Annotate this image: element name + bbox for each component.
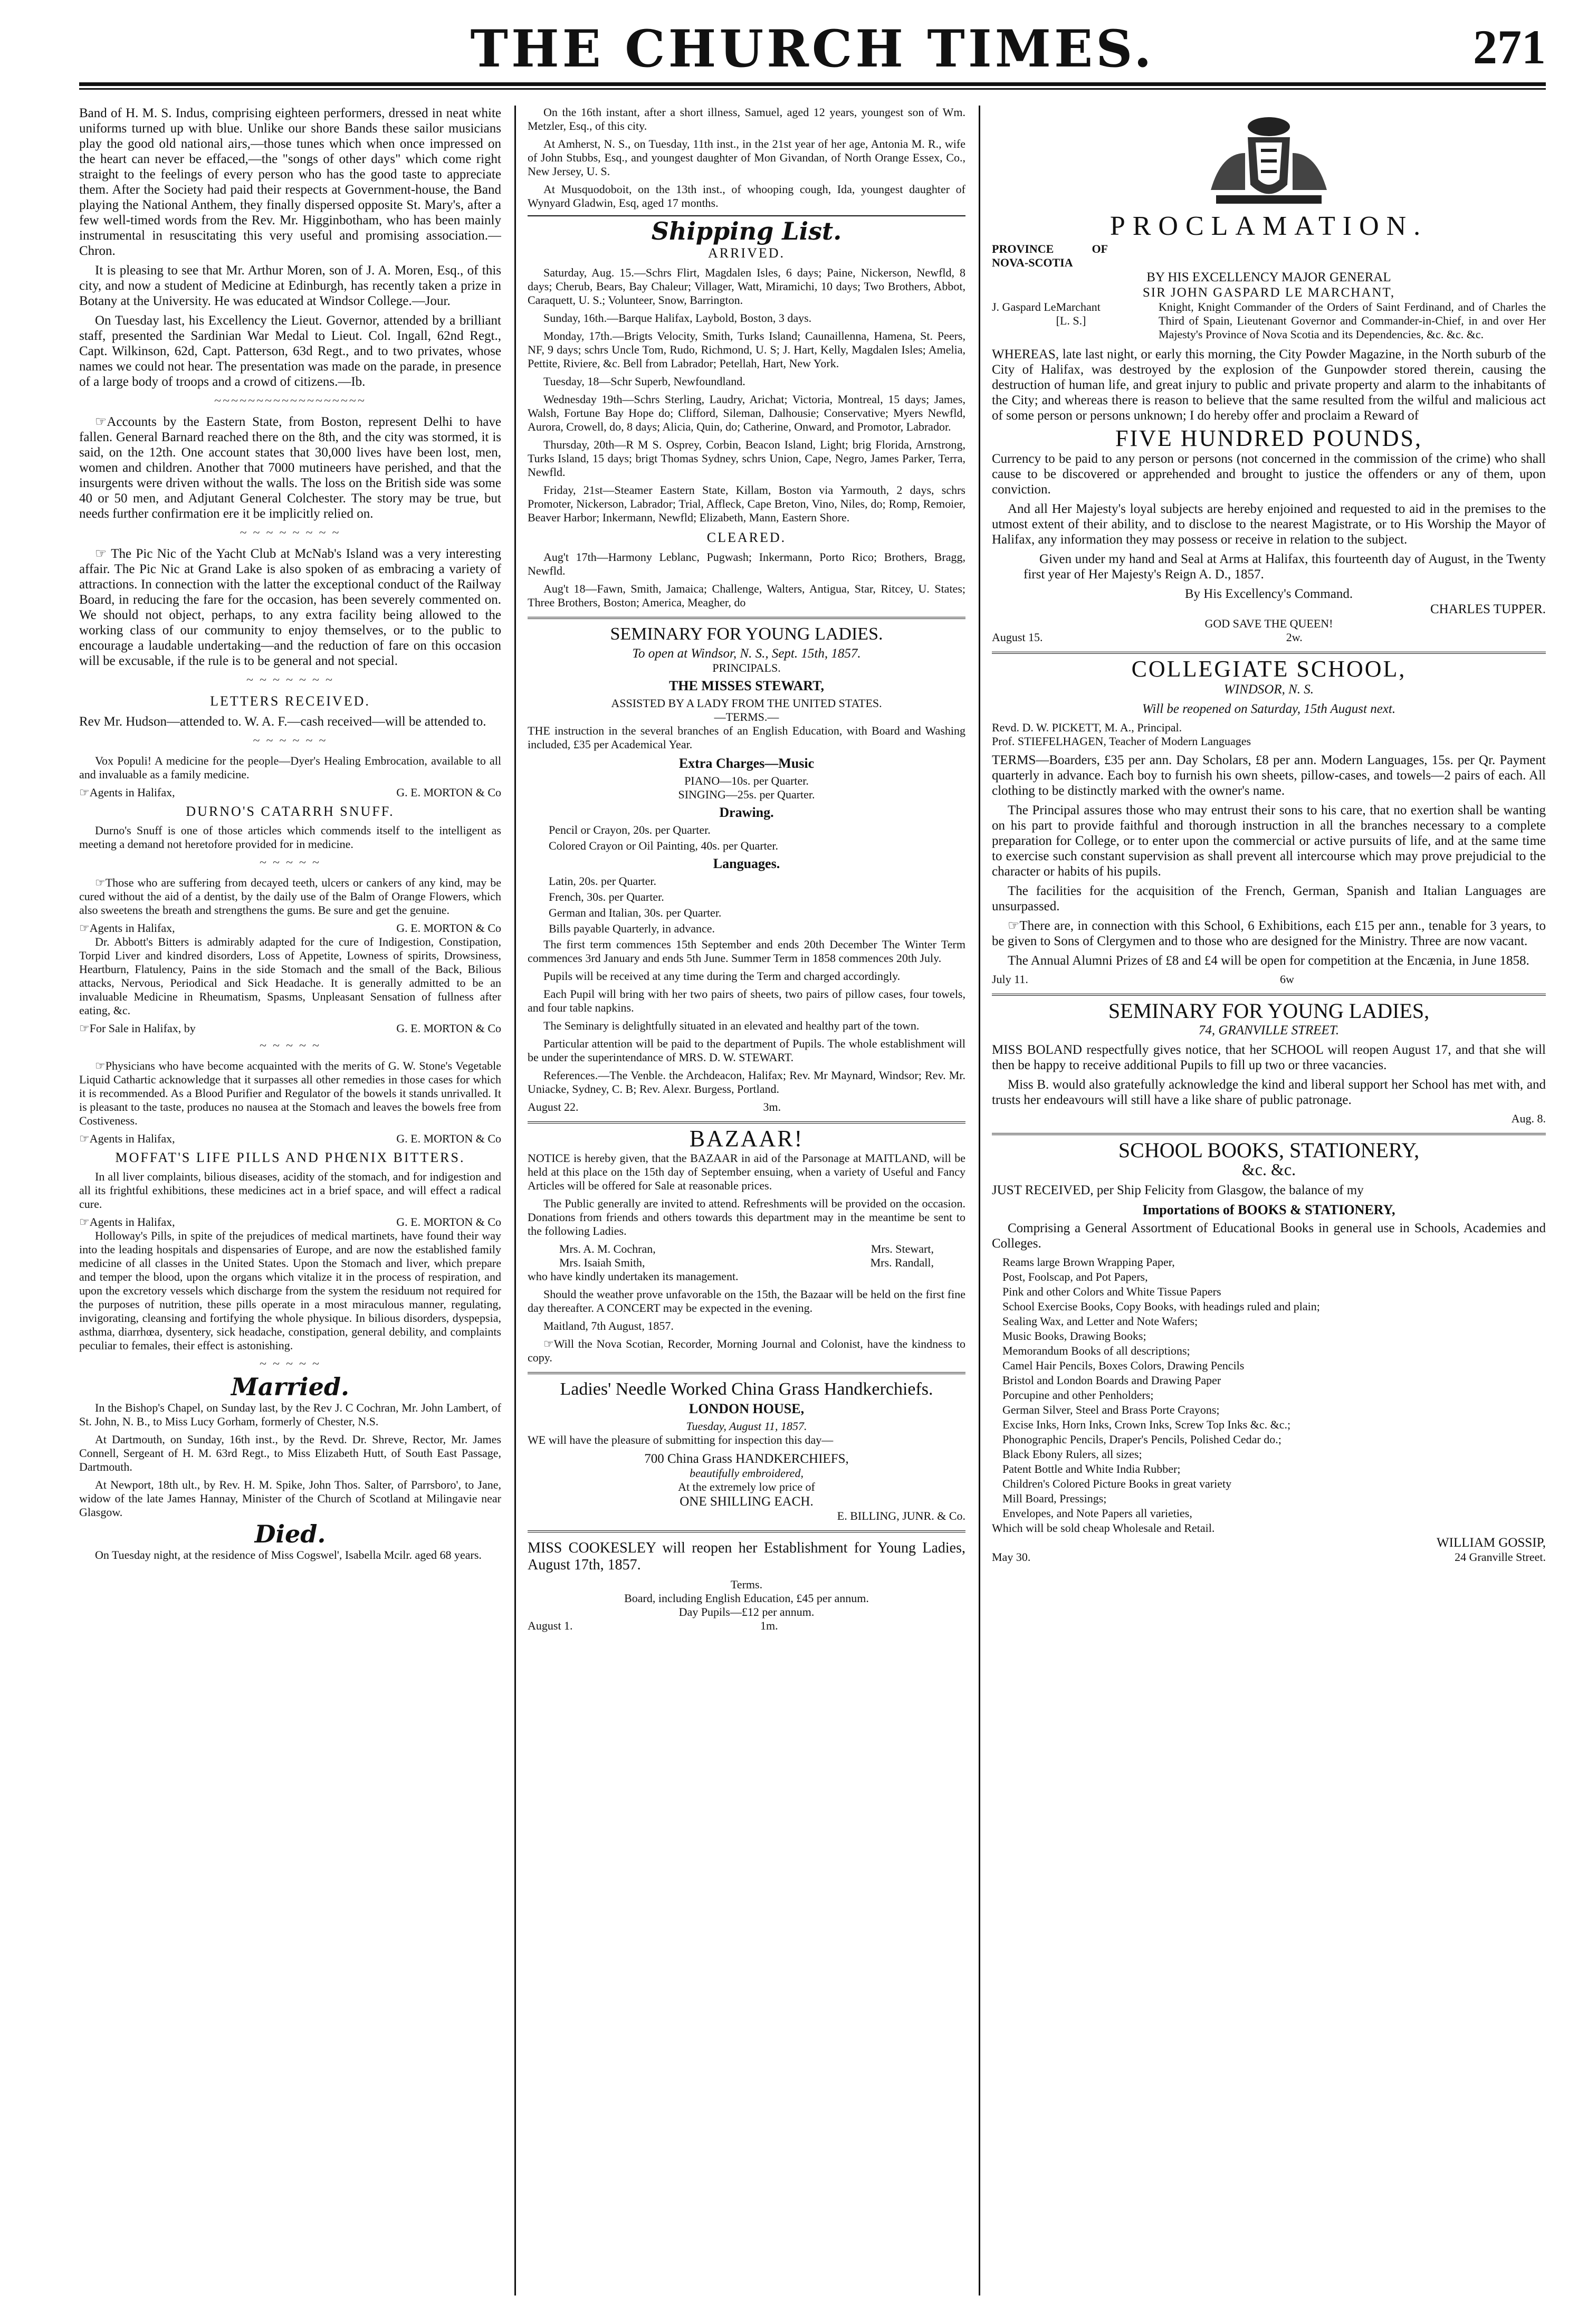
terms-text: THE instruction in the several branches of an English Education, with Board and Washing included, £35 per Academical Year. <box>528 724 965 751</box>
died-heading: Died. <box>254 1520 326 1548</box>
paragraph-medal: On Tuesday last, his Excellency the Lieut. Governor, attended by a brilliant staff, presented the Sardinian War Medal to Lieut. Col. Ingall, 62nd Regt., Capt. Wilkinson, 62d, Capt. Patterson, 63d Regt., and to two privates, whose names we could not hear. The presentation was made on the parade, in presence of a large body of troops and a crowd of citizens.—Ib. <box>79 313 501 389</box>
durno-heading: DURNO'S CATARRH SNUFF. <box>186 804 395 819</box>
seminary-subtitle: To open at Windsor, N. S., Sept. 15th, 1857. <box>632 646 861 661</box>
column-divider-1 <box>514 106 516 2296</box>
letters-text: Rev Mr. Hudson—attended to. W. A. F.—cash received—will be attended to. <box>79 715 486 729</box>
cookesley-text: MISS COOKESLEY will reopen her Establishment for Young Ladies, August 17th, 1857. <box>528 1540 965 1573</box>
agents-row <box>79 1132 501 1146</box>
lady-name: Mrs. Randall, <box>870 1256 934 1269</box>
given-under-text: Given under my hand and Seal at Arms at Halifax, this fourteenth day of August, in the Twenty first year of Her Majesty's Reign A. D., 1857. <box>1024 552 1546 582</box>
boland-date: Aug. 8. <box>1511 1112 1546 1125</box>
list-item: Mill Board, Pressings; <box>1002 1492 1107 1505</box>
just-received-text: JUST RECEIVED, per Ship Felicity from Glasgow, the balance of my <box>992 1183 1364 1197</box>
proclamation-date: August 15. <box>992 631 1043 644</box>
moffat-heading: MOFFAT'S LIFE PILLS AND PHŒNIX BITTERS. <box>115 1150 465 1165</box>
gossip-address: 24 Granville Street. <box>1455 1550 1546 1564</box>
principals-label: PRINCIPALS. <box>712 661 781 674</box>
seminary-title: SEMINARY FOR YOUNG LADIES. <box>610 624 883 644</box>
embroidered-line: beautifully embroidered, <box>690 1466 804 1480</box>
agents-name: G. E. MORTON & Co <box>396 1132 501 1145</box>
arrived-entry: Monday, 17th.—Brigts Velocity, Smith, Turks Island; Caunaillenna, Hamena, St. Peers, NF, 9 days; schrs Uncle Tom, Rudo, Richmond, U. S; J. Hart, Kelly, Magdalen Isles; Amelia, Pettite, Riviere, &c. Bell from Labrador; Petellah, Hart, New York. <box>528 329 965 370</box>
price-line: ONE SHILLING EACH. <box>680 1494 814 1509</box>
separator: ~~~~~~~~~~~~~~~~~~ <box>214 394 366 408</box>
reward-amount: FIVE HUNDRED POUNDS, <box>1115 425 1422 451</box>
list-item: Bristol and London Boards and Drawing Paper <box>1002 1374 1221 1387</box>
singing-fee: SINGING—25s. per Quarter. <box>678 788 815 801</box>
by-command: By His Excellency's Command. <box>1184 587 1353 601</box>
needle-title: Ladies' Needle Worked China Grass Handkerchiefs. <box>560 1379 933 1399</box>
first-term-text: The first term commences 15th September and ends 20th December The Winter Term commences 3rd January and ends 5th June. Summer Term in 1858 commences 20th July. <box>528 938 965 965</box>
for-sale-row <box>79 1022 501 1035</box>
seal-name: J. Gaspard LeMarchant <box>992 300 1101 313</box>
paragraph-picnic: ☞ The Pic Nic of the Yacht Club at McNab's Island was a very interesting affair. The Pic Nic at Grand Lake is also spoken of as embracing a variety of attractions. In connection with the latter the exceptional conduct of the Railway Board, in reducing the fare for the occasion, has been severely commented on. We should not object, perhaps, to any extra facility being allowed to the working class of our community to enjoy themselves, or to the public to encourage a laudable undertaking—and the reduction of fare on this occasion will be excusable, if the rule is to be general and not special. <box>79 547 501 668</box>
principal-line: Revd. D. W. PICKETT, M. A., Principal. <box>992 721 1182 734</box>
list-item: Envelopes, and Note Papers all varieties, <box>1002 1507 1192 1520</box>
latin-fee: Latin, 20s. per Quarter. <box>549 874 657 888</box>
cookesley-date: August 1. <box>528 1619 573 1632</box>
rule <box>528 1530 965 1532</box>
collegiate-date-row <box>992 973 1546 986</box>
separator: ~ ~ ~ ~ ~ <box>260 856 321 870</box>
german-fee: German and Italian, 30s. per Quarter. <box>549 906 722 919</box>
separator: ~ ~ ~ ~ ~ <box>260 1039 321 1053</box>
pupils-received-text: Pupils will be received at any time during the Term and charged accordingly. <box>543 969 901 983</box>
married-entry: At Newport, 18th ult., by Rev. H. M. Spike, John Thos. Salter, of Parrsboro', to Jane, widow of the late James Hannay, Minister of the Church of Scotland at Milingavie near Glasgow. <box>79 1478 501 1519</box>
rule <box>528 617 965 619</box>
proclamation-date-row <box>992 631 1546 644</box>
god-save-line: GOD SAVE THE QUEEN! <box>1204 617 1333 630</box>
books-etc: &c. &c. <box>1241 1160 1296 1179</box>
we-will-text: WE will have the pleasure of submitting for inspection this day— <box>528 1433 834 1446</box>
rule <box>528 215 965 216</box>
colored-fee: Colored Crayon or Oil Painting, 40s. per Quarter. <box>549 839 779 852</box>
cookesley-date-row <box>528 1619 965 1633</box>
agents-row <box>79 1215 501 1229</box>
agents-line: ☞Agents in Halifax, <box>79 1132 175 1145</box>
stationery-list <box>992 1255 1546 1520</box>
bazaar-place-date: Maitland, 7th August, 1857. <box>543 1319 674 1332</box>
paragraph-delhi: ☞Accounts by the Eastern State, from Boston, represent Delhi to have fallen. General Barnard reached there on the 8th, and the city was stormed, it is said, on the 12th. One account states that 30,000 lives have been lost, men, women and children. Another that 7000 mutineers have perished, and that the insurgents were driven without the walls. The loss on the British side was some 40 or 50 men, and Adjutant General Colchester. The story may be true, but needs further confirmation ere it be implicitly relied on. <box>79 415 501 521</box>
gossip-signature: WILLIAM GOSSIP, <box>1437 1536 1546 1550</box>
collegiate-duration: 6w <box>1279 973 1294 986</box>
seal-ls: [L. S.] <box>1056 314 1086 327</box>
list-item: Sealing Wax, and Letter and Note Wafers; <box>1002 1315 1198 1328</box>
newspaper-title: THE CHURCH TIMES. <box>470 19 1155 79</box>
boland-text: MISS BOLAND respectfully gives notice, that her SCHOOL will reopen August 17, and that she will then be happy to receive additional Pupils to fill up two or three vacancies. <box>992 1043 1546 1072</box>
separator: ~ ~ ~ ~ ~ ~ <box>253 734 328 748</box>
seminary-date: August 22. <box>528 1100 579 1113</box>
by-his-excellency: BY HIS EXCELLENCY MAJOR GENERAL <box>1146 270 1391 284</box>
arrived-entry: Wednesday 19th—Schrs Sterling, Laudry, Arichat; Victoria, Montreal, 15 days; James, Walsh, Fortune Bay Hope do; Clifford, Sileman, Dalhousie; Conservative; Myers Newfld, Aurora, Crowell, do, 8 days; Alicia, Quin, do; Catherine, Onward, and Promotor, Labrador. <box>528 393 965 433</box>
list-item: Reams large Brown Wrapping Paper, <box>1002 1255 1175 1269</box>
shipping-heading: Shipping List. <box>651 217 842 245</box>
page-number: 271 <box>1473 20 1546 74</box>
drawing-label: Drawing. <box>719 805 774 820</box>
list-item: Children's Colored Picture Books in great variety <box>1002 1477 1232 1490</box>
collegiate-title: COLLEGIATE SCHOOL, <box>1131 656 1407 682</box>
proclamation-title: PROCLAMATION. <box>1110 211 1428 241</box>
billing-signature: E. BILLING, JUNR. & Co. <box>837 1509 965 1522</box>
list-item: Pink and other Colors and White Tissue Papers <box>1002 1285 1221 1298</box>
arrived-entry: Thursday, 20th—R M S. Osprey, Corbin, Beacon Island, Light; brig Florida, Arnstrong, Turks Island, 15 days; brigt Thomas Sydney, schrs Union, Cape, Negro, James Parker, Terra, Newfld. <box>528 438 965 479</box>
holloway-text: Holloway's Pills, in spite of the prejudices of medical martinets, have found their way into the leading hospitals and dispensaries of Europe, and are now the established family medicine of all classes in the United States. Upon the Stomach and liver, which prepare and temper the blood, upon the organs which vitalize it in the process of respiration, and upon the excretory vessels which discharge from the system the residuum not required for the purposes of nutrition, these pills operate in a most miraculous manner, regulating, invigorating, cleansing and fortifying the whole physique. In bilious disorders, dyspepsia, asthma, diarrhœa, dysentery, sick headache, constipation, general debility, and complaints peculiar to females, their effect is astonishing. <box>79 1229 501 1352</box>
list-item: German Silver, Steel and Brass Porte Crayons; <box>1002 1403 1220 1416</box>
death-entry: On the 16th instant, after a short illness, Samuel, aged 12 years, youngest son of Wm. Metzler, Esq., of this city. <box>528 106 965 132</box>
column-3 <box>992 106 1546 2306</box>
bazaar-text: NOTICE is hereby given, that the BAZAAR in aid of the Parsonage at MAITLAND, will be held at this place on the 15th day of September ensuing, when a variety of Useful and Fancy Articles will be offered for Sale at reasonable prices. <box>528 1151 965 1192</box>
french-fee: French, 30s. per Quarter. <box>549 890 664 903</box>
masthead <box>79 19 1546 93</box>
list-item: Black Ebony Rulers, all sizes; <box>1002 1447 1142 1461</box>
governor-titles: Knight, Knight Commander of the Orders of Saint Ferdinand, and of Charles the Third of Spain, Lieutenant Governor and Commander-in-Chief, in and over Her Majesty's Province of Nova Scotia and its Dependencies, &c. &c. &c. <box>1159 300 1546 341</box>
column-1 <box>79 106 501 2306</box>
agents-row <box>79 921 501 935</box>
collegiate-place: WINDSOR, N. S. <box>1223 682 1314 697</box>
arrived-entry: Friday, 21st—Steamer Eastern State, Killam, Boston via Yarmouth, 2 days, schrs Promoter, Nickerson, Labrador; Trial, Affleck, Cape Breton, Vino, Niles, do; Romp, Remoier, Beaver Harbor; Inkermann, Newfld; Elizabeth, Mann, Eastern Shore. <box>528 483 965 524</box>
cleared-entry: Aug't 18—Fawn, Smith, Jamaica; Challenge, Walters, Antigua, Star, Ritcey, U. States; Three Brothers, Boston; America, Meagher, do <box>528 582 965 609</box>
list-item: Camel Hair Pencils, Boxes Colors, Drawing Pencils <box>1002 1359 1245 1372</box>
extra-charges-label: Extra Charges—Music <box>678 756 815 771</box>
separator: ~ ~ ~ ~ ~ ~ ~ <box>246 673 334 687</box>
durno-text: Durno's Snuff is one of those articles which commends itself to the intelligent as meeting a demand not heretofore provided for in medicine. <box>79 824 501 851</box>
coat-of-arms <box>992 111 1546 211</box>
rule <box>528 1121 965 1123</box>
vox-populi: Vox Populi! A medicine for the people—Dyer's Healing Embrocation, available to all and invaluable as a family medicine. <box>79 754 501 781</box>
married-entry: In the Bishop's Chapel, on Sunday last, by the Rev J. C Cochran, Mr. John Lambert, of St. John, N. B., to Miss Lucy Gorham, formerly of Chester, N.S. <box>79 1401 501 1428</box>
list-item: Excise Inks, Horn Inks, Crown Inks, Screw Top Inks &c. &c.; <box>1002 1418 1291 1431</box>
agents-line: ☞Agents in Halifax, <box>79 921 175 935</box>
gossip-date: May 30. <box>992 1550 1031 1564</box>
list-item: School Exercise Books, Copy Books, with headings ruled and plain; <box>1002 1300 1320 1313</box>
pencil-fee: Pencil or Crayon, 20s. per Quarter. <box>549 823 711 836</box>
list-item: Phonographic Pencils, Draper's Pencils, Polished Cedar do.; <box>1002 1433 1281 1446</box>
cleared-heading: CLEARED. <box>706 530 787 545</box>
married-heading: Married. <box>231 1373 350 1401</box>
letters-heading: LETTERS RECEIVED. <box>210 693 370 709</box>
death-entry: At Musquodoboit, on the 13th inst., of whooping cough, Ida, youngest daughter of Wynyard Gladwin, Esq, aged 17 months. <box>528 183 965 209</box>
abbott-text: Dr. Abbott's Bitters is admirably adapted for the cure of Indigestion, Constipation, Torpid Liver and kindred disorders, Loss of Appetite, Lowness of spirits, Drowsiness, Heartburn, Flatulency, Pains in the side Stomach and the small of the Back, Bilious attacks, Nervous, Periodical and Sick Headache. It is generally admitted to be an invaluable Medicine in Rheumatism, Spasms, Unpleasant Sensation of fullness after eating, &c. <box>79 935 501 1017</box>
bazaar-weather-text: Should the weather prove unfavorable on the 15th, the Bazaar will be held on the first fine day thereafter. A CONCERT may be expected in the evening. <box>528 1288 965 1315</box>
seminary-duration: 3m. <box>763 1100 781 1113</box>
london-date: Tuesday, August 11, 1857. <box>686 1420 807 1433</box>
arrived-entry: Sunday, 16th.—Barque Halifax, Laybold, Boston, 3 days. <box>543 311 812 325</box>
seminary-date-row <box>528 1100 965 1114</box>
books-title: SCHOOL BOOKS, STATIONERY, <box>1118 1138 1420 1162</box>
boland-gratefully-text: Miss B. would also gratefully acknowledge the kind and liberal support her School has met with, and trusts her endeavours will still have a like share of public patronage. <box>992 1078 1546 1107</box>
ladies-row <box>528 1256 965 1270</box>
agents-line: ☞Agents in Halifax, <box>79 1215 175 1228</box>
list-item: Porcupine and other Penholders; <box>1002 1388 1154 1402</box>
terms-label: —TERMS.— <box>714 710 779 723</box>
arrived-entry: Tuesday, 18—Schr Superb, Newfoundland. <box>543 375 745 388</box>
handkerchiefs-line: 700 China Grass HANDKERCHIEFS, <box>644 1452 849 1466</box>
lady-name: Mrs. Stewart, <box>871 1242 934 1255</box>
physicians-text: ☞Physicians who have become acquainted with the merits of G. W. Stone's Vegetable Liquid Cathartic acknowledge that it surpasses all other remedies in those cases for which it is recommended. As a Blood Purifier and Regulator of the bowels it stands unrivalled. It is pleasant to the taste, produces no nausea at the Stomach and leaves the bowels free from Costiveness. <box>79 1059 501 1127</box>
assisted-by: ASSISTED BY A LADY FROM THE UNITED STATES. <box>611 697 882 710</box>
price-intro: At the extremely low price of <box>678 1480 815 1493</box>
column-2 <box>528 106 965 2306</box>
royal-crest-icon <box>1200 111 1337 211</box>
separator: ~ ~ ~ ~ ~ ~ ~ ~ <box>240 526 341 540</box>
seminary2-title: SEMINARY FOR YOUNG LADIES, <box>1108 999 1430 1023</box>
teacher-line: Prof. STIEFELHAGEN, Teacher of Modern Languages <box>992 735 1251 748</box>
importations-line: Importations of BOOKS & STATIONERY, <box>1142 1202 1395 1217</box>
separator: ~ ~ ~ ~ ~ <box>260 1357 321 1371</box>
reopened-line: Will be reopened on Saturday, 15th August next. <box>1142 702 1396 716</box>
teeth-text: ☞Those who are suffering from decayed teeth, ulcers or cankers of any kind, may be cured without the aid of a dentist, by the daily use of the Balm of Orange Flowers, which also sweetens the breath and strengthens the gums. Be sure and get the genuine. <box>79 876 501 917</box>
paragraph-moren: It is pleasing to see that Mr. Arthur Moren, son of J. A. Moren, Esq., of this city, and now a student of Medicine at Edinburgh, has recently taken a prize in Botany at the University. He was educated at Windsor College.—Jour. <box>79 263 501 308</box>
died-entry: On Tuesday night, at the residence of Miss Cogswel', Isabella Mcilr. aged 68 years. <box>95 1548 482 1561</box>
proclamation-duration: 2w. <box>1286 631 1303 644</box>
references-text: References.—The Venble. the Archdeacon, Halifax; Rev. Mr Maynard, Windsor; Rev. Mr. Uniacke, Sydney, C. B; Rev. Alexr. Burgess, Portland. <box>528 1069 965 1096</box>
rule <box>528 1372 965 1374</box>
moffat-text: In all liver complaints, bilious diseases, acidity of the stomach, and for indigestion and all its frightful exhibitions, these medicines act in a brief space, and will effect a radical cure. <box>79 1170 501 1211</box>
death-entry: At Amherst, N. S., on Tuesday, 11th inst., in the 21st year of her age, Antonia M. R., wife of John Stubbs, Esq., and youngest daughter of Mon Givandan, of North Orange Essex, Co., New Jersey, U. S. <box>528 137 965 178</box>
collegiate-terms: TERMS—Boarders, £35 per ann. Day Scholars, £8 per ann. Modern Languages, 15s. per Qr. Payment quarterly in advance. Each boy to furnish his own sheets, pillow-cases, and towels—2 pairs of each. All clothing to be distinctly marked with the owner's name. <box>992 753 1546 798</box>
wholesale-line: Which will be sold cheap Wholesale and Retail. <box>992 1521 1215 1535</box>
agents-name: G. E. MORTON & Co <box>396 786 501 799</box>
cleared-entry: Aug't 17th—Harmony Leblanc, Pugwash; Inkermann, Porto Rico; Brothers, Bragg, Newfld. <box>528 550 965 577</box>
arrived-entry: Saturday, Aug. 15.—Schrs Flirt, Magdalen Isles, 6 days; Paine, Nickerson, Newfld, 8 days; Cherub, Bears, Bay Chaleur; Villager, Watt, Miramichi, 10 days; Two Brothers, Abbot, Caraquett, U. S.; Volunteer, Snow, Barrington. <box>528 266 965 307</box>
arrived-heading: ARRIVED. <box>707 245 786 261</box>
seminary2-address: 74, GRANVILLE STREET. <box>1198 1023 1340 1037</box>
rule <box>992 1133 1546 1135</box>
agents-row <box>79 786 501 799</box>
particular-attention-text: Particular attention will be paid to the department of Pupils. The whole establishment will be under the superintendance of MRS. D. W. STEWART. <box>528 1037 965 1064</box>
list-item: Post, Foolscap, and Pot Papers, <box>1002 1270 1148 1283</box>
proclamation-header-block <box>992 300 1546 341</box>
principal-assures-text: The Principal assures those who may entrust their sons to his care, that no exertion shall be wanting on his part to provide faithful and thorough instruction in all the branches necessary to a complete preparation for College, or to enter upon the commercial or active pursuits of life, and at the same time to exercise such constant supervision as shall prevent all intercourse which may prove prejudicial to the character or habits of his pupils. <box>992 803 1546 879</box>
piano-fee: PIANO—10s. per Quarter. <box>684 774 809 787</box>
rule <box>992 652 1546 654</box>
column-divider-2 <box>979 106 980 2296</box>
london-house: LONDON HOUSE, <box>688 1401 805 1416</box>
married-entry: At Dartmouth, on Sunday, 16th inst., by the Revd. Dr. Shreve, Rector, Mr. James Connell, Sergeant of H. M. 63rd Regt., to Miss Elizabeth Hutt, of South East Passage, Dartmouth. <box>79 1433 501 1473</box>
collegiate-date: July 11. <box>992 973 1028 986</box>
agents-line: ☞Agents in Halifax, <box>79 786 175 799</box>
languages-label: Languages. <box>713 856 780 871</box>
agents-name: G. E. MORTON & Co <box>396 921 501 935</box>
each-pupil-text: Each Pupil will bring with her two pairs of sheets, two pairs of pillow cases, four towels, and four table napkins. <box>528 987 965 1014</box>
seal-block <box>992 300 1150 341</box>
governor-name: SIR JOHN GASPARD LE MARCHANT, <box>1142 285 1395 300</box>
cookesley-day: Day Pupils—£12 per annum. <box>678 1605 815 1618</box>
exhibitions-text: ☞There are, in connection with this School, 6 Exhibitions, each £15 per ann., tenable for 3 years, to be given to Sons of Clergymen and to those who are designed for the Ministry. Three are now vacant. <box>992 919 1546 948</box>
rule <box>992 994 1546 996</box>
paragraph-band: Band of H. M. S. Indus, comprising eighteen performers, dressed in neat white uniforms turned up with blue. Unlike our shore Bands these sailor musicians play the good old national airs,—those tunes which when once impressed on the heart can never be effaced,—the "songs of other days" which come right straight to the feelings of every person who has the good taste to appreciate them. After the Society had paid their respects at Government-house, the Band playing the National Anthem, they finally dispersed opposite St. Mary's, after a few well-timed words from the Rev. Mr. Higginbotham, who has been mainly instrumental in resuscitating this very useful and promising association.—Chron. <box>79 106 501 258</box>
list-item: Memorandum Books of all descriptions; <box>1002 1344 1190 1357</box>
cookesley-board: Board, including English Education, £45 per annum. <box>624 1592 869 1605</box>
all-loyal-text: And all Her Majesty's loyal subjects are hereby enjoined and requested to aid in the premises to the utmost extent of their ability, and to disclose to the nearest Magistrate, or to His Worship the Mayor of Halifax, any information they may possess or receive in relation to the subject. <box>992 502 1546 547</box>
bills-note: Bills payable Quarterly, in advance. <box>549 922 715 935</box>
cookesley-terms-label: Terms. <box>730 1578 763 1591</box>
agents-name: G. E. MORTON & Co <box>396 1215 501 1228</box>
list-item: Patent Bottle and White India Rubber; <box>1002 1462 1181 1475</box>
for-sale-line: ☞For Sale in Halifax, by <box>79 1022 196 1035</box>
whereas-text: WHEREAS, late last night, or early this morning, the City Powder Magazine, in the North suburb of the City of Halifax, was destroyed by the explosion of the Gunpowder stored therein, causing the destruction of human life, and great injury to public and private property and alarm to the inhabitants of the City; and whereas there is reason to believe that the same resulted from the wilful and malicious act of some person or persons unknown; I do hereby offer and proclaim a Reward of <box>992 347 1546 423</box>
seminary-situated-text: The Seminary is delightfully situated in an elevated and healthy part of the town. <box>543 1019 920 1032</box>
principals-names: THE MISSES STEWART, <box>668 678 825 693</box>
list-item: Music Books, Drawing Books; <box>1002 1329 1146 1342</box>
tupper-signature: CHARLES TUPPER. <box>1430 602 1546 616</box>
lady-name: Mrs. A. M. Cochran, <box>559 1242 656 1255</box>
ladies-row <box>528 1242 965 1256</box>
gossip-footer-row <box>992 1550 1546 1564</box>
province-label: PROVINCE OF NOVA-SCOTIA <box>992 242 1108 269</box>
bazaar-public-text: The Public generally are invited to attend. Refreshments will be provided on the occasion. Donations from friends and others towards this department may in the meantime be sent to the following Ladies. <box>528 1197 965 1237</box>
bazaar-title: BAZAAR! <box>689 1126 804 1151</box>
currency-text: Currency to be paid to any person or persons (not concerned in the commission of the crime) who shall cause to be discovered or apprehended and brought to justice the offenders or any of them, upon conviction. <box>992 452 1546 497</box>
bazaar-undertaken-text: who have kindly undertaken its management. <box>528 1270 739 1283</box>
comprising-text: Comprising a General Assortment of Educational Books in general use in Schools, Academies and Colleges. <box>992 1221 1546 1251</box>
alumni-text: The Annual Alumni Prizes of £8 and £4 will be open for competition at the Encænia, in June 1858. <box>1008 954 1529 968</box>
lady-name: Mrs. Isaiah Smith, <box>559 1256 645 1269</box>
masthead-rule <box>79 82 1546 90</box>
cookesley-duration: 1m. <box>760 1619 778 1632</box>
bazaar-copy-request: ☞Will the Nova Scotian, Recorder, Morning Journal and Colonist, have the kindness to copy. <box>528 1337 965 1364</box>
agents-name: G. E. MORTON & Co <box>396 1022 501 1035</box>
facilities-text: The facilities for the acquisition of the French, German, Spanish and Italian Languages are unsurpassed. <box>992 884 1546 913</box>
